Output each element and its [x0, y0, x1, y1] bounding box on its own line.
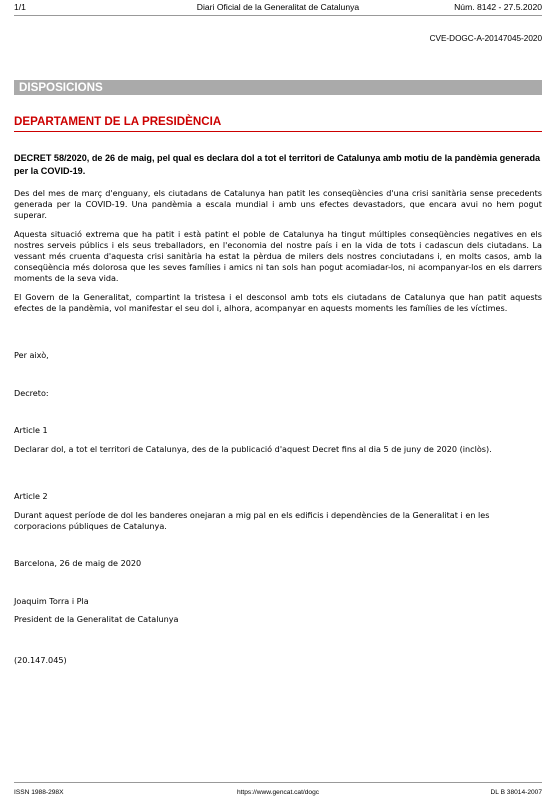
- paragraph: Des del mes de març d'enguany, els ciutadans de Catalunya han patit les conseqüències d'una crisi sanitària sense precedents generada per la COVID-19. Una pandèmia a escala mundial i amb uns efectes devastadors, que encara avui no hem pogut superar.: [14, 188, 542, 220]
- cve-code: CVE-DOGC-A-20147045-2020: [429, 34, 542, 43]
- page-number: 1/1: [14, 2, 26, 12]
- website-link[interactable]: https://www.gencat.cat/dogc: [236, 789, 320, 796]
- per-aixo-text: Per això,: [14, 350, 49, 360]
- issn: ISSN 1988-298X: [14, 789, 64, 796]
- publication-title: Diari Oficial de la Generalitat de Catalunya: [196, 2, 360, 12]
- department-heading: DEPARTAMENT DE LA PRESIDÈNCIA: [14, 115, 542, 132]
- paragraph: El Govern de la Generalitat, compartint la tristesa i el desconsol amb tots els ciutadans de Catalunya que han patit aquests efectes de la pandèmia, vol manifestar el seu dol i, alhora, acompanyar en aquests moments les famílies de les víctimes.: [14, 292, 542, 313]
- article-1-heading: Article 1: [14, 425, 48, 435]
- paragraph: Aquesta situació extrema que ha patit i està patint el poble de Catalunya ha tingut múltiples conseqüències negatives en els nostres serveis públics i els seus treballadors, en l'economia del nostre país i en la vida de tots i cadascun dels ciutadans. La vessant més cruenta d'aquesta crisi sanitària ha estat la pèrdua de milers dels nostres conciutadans i, en molts casos, amb la conseqüència més dolorosa que les seves famílies i amics ni tan sols han pogut acomiadar-los, ni acompanyar-los en els darrers moments de la seva vida.: [14, 229, 542, 283]
- legal-deposit: DL B 38014-2007: [490, 789, 542, 796]
- reference-number: (20.147.045): [14, 655, 67, 665]
- section-heading: DISPOSICIONS: [14, 80, 542, 95]
- signatory-title: President de la Generalitat de Catalunya: [14, 614, 179, 624]
- article-2-text: Durant aquest període de dol les banderes onejaran a mig pal en els edificis i dependències de la Generalitat i en les corporacions públiques de Catalunya.: [14, 510, 490, 531]
- footer-divider: [14, 782, 542, 783]
- page-header: [14, 2, 542, 14]
- place-date: Barcelona, 26 de maig de 2020: [14, 558, 142, 568]
- signatory-name: Joaquim Torra i Pla: [14, 596, 89, 606]
- page-footer: [14, 789, 542, 799]
- article-2-heading: Article 2: [14, 491, 48, 501]
- decree-title: DECRET 58/2020, de 26 de maig, pel qual es declara dol a tot el territori de Catalunya amb motiu de la pandèmia generada per la COVID-19.: [14, 153, 541, 176]
- header-divider: [14, 15, 542, 16]
- issue-number: Núm. 8142 - 27.5.2020: [454, 2, 542, 12]
- article-1-text: Declarar dol, a tot el territori de Catalunya, des de la publicació d'aquest Decret fins al dia 5 de juny de 2020 (inclòs).: [14, 444, 492, 454]
- decreto-text: Decreto:: [14, 388, 49, 398]
- document-body: [14, 152, 542, 322]
